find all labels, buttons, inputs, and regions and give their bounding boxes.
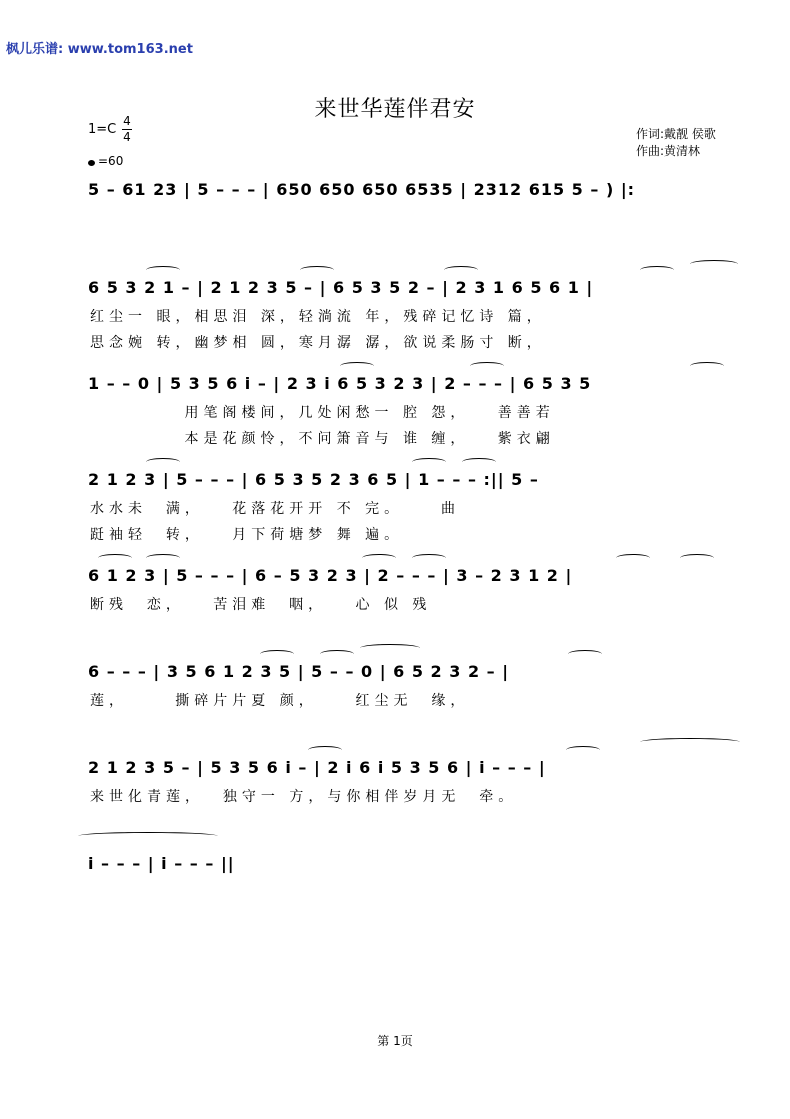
lyric-row-7: 来世化青莲， 独守一 方，与你相伴岁月无 牵。: [90, 789, 518, 805]
song-title: 来世华莲伴君安: [314, 97, 476, 122]
slur: [462, 458, 496, 466]
slur: [320, 650, 354, 658]
slur: [300, 266, 334, 274]
page-number: 第 1页: [377, 1034, 413, 1048]
time-top: 4: [123, 114, 131, 128]
lyric-row-3-verse-2: 本是花颜怜，不问箫音与 谁 缠， 紫衣翩: [90, 431, 555, 447]
lyric-row-2-verse-2: 思念婉 转，幽梦相 圆，寒月潺 潺，欲说柔肠寸 断，: [90, 335, 546, 351]
slur: [690, 362, 724, 370]
score-row-8: i – – – | i – – – ||: [88, 854, 235, 873]
slur: [308, 746, 342, 754]
score-row-4: 2 1 2 3 | 5 – – – | 6 5 3 5 2 3 6 5 | 1 – – – :|| 5 –: [88, 470, 539, 489]
slur: [340, 362, 374, 370]
slur: [412, 458, 446, 466]
tempo-value: =60: [98, 154, 124, 168]
tempo-mark: [88, 154, 123, 168]
quarter-note-icon: [88, 160, 95, 166]
slur: [640, 738, 740, 746]
credits: [636, 126, 716, 160]
slur: [98, 554, 132, 562]
slur: [146, 266, 180, 274]
score-row-7: 2 1 2 3 5 – | 5 3 5 6 i – | 2 i 6 i 5 3 5 6 | i – – – |: [88, 758, 546, 777]
watermark: 枫儿乐谱: www.tom163.net: [6, 42, 193, 57]
slur: [680, 554, 714, 562]
slur: [78, 832, 218, 840]
key-signature: 1=C: [88, 122, 117, 137]
time-signature: [122, 114, 132, 145]
composer: 作曲:黄清林: [636, 144, 701, 158]
slur: [640, 266, 674, 274]
score-row-5: 6 1 2 3 | 5 – – – | 6 – 5 3 2 3 | 2 – – – | 3 – 2 3 1 2 |: [88, 566, 573, 585]
slur: [566, 746, 600, 754]
slur: [616, 554, 650, 562]
slur: [260, 650, 294, 658]
slur: [360, 644, 420, 652]
lyric-row-3-verse-1: 用笔阁楼间，几处闲愁一 腔 怨， 善善若: [90, 405, 555, 421]
lyric-row-4-verse-2: 跹袖轻 转， 月下荷塘梦 舞 遍。: [90, 527, 404, 543]
slur: [690, 260, 738, 268]
lyric-row-5: 断残 恋， 苦泪难 咽， 心 似 残: [90, 597, 432, 613]
slur: [146, 554, 180, 562]
slur: [470, 362, 504, 370]
score-row-6: 6 – – – | 3 5 6 1 2 3 5 | 5 – – 0 | 6 5 2 3 2 – |: [88, 662, 510, 681]
slur: [568, 650, 602, 658]
slur: [146, 458, 180, 466]
time-bottom: 4: [123, 130, 131, 144]
lyric-row-4-verse-1: 水水未 满， 花落花开开 不 完。 曲: [90, 501, 460, 517]
lyric-row-2-verse-1: 红尘一 眼，相思泪 深，轻淌流 年，残碎记忆诗 篇，: [90, 309, 546, 325]
slur: [444, 266, 478, 274]
lyricist: 作词:戴靓 侯歌: [636, 127, 716, 141]
score-row-3: 1 – – 0 | 5 3 5 6 i – | 2 3 i 6 5 3 2 3 | 2 – – – | 6 5 3 5: [88, 374, 592, 393]
lyric-row-6: 莲， 撕碎片片夏 颜， 红尘无 缘，: [90, 693, 470, 709]
slur: [412, 554, 446, 562]
score-row-1: 5 – 61 23 | 5 – – – | 650 650 650 6535 | 2312 615 5 – ) |:: [88, 180, 636, 199]
score-row-2: 6 5 3 2 1 – | 2 1 2 3 5 – | 6 5 3 5 2 – | 2 3 1 6 5 6 1 |: [88, 278, 594, 297]
slur: [362, 554, 396, 562]
